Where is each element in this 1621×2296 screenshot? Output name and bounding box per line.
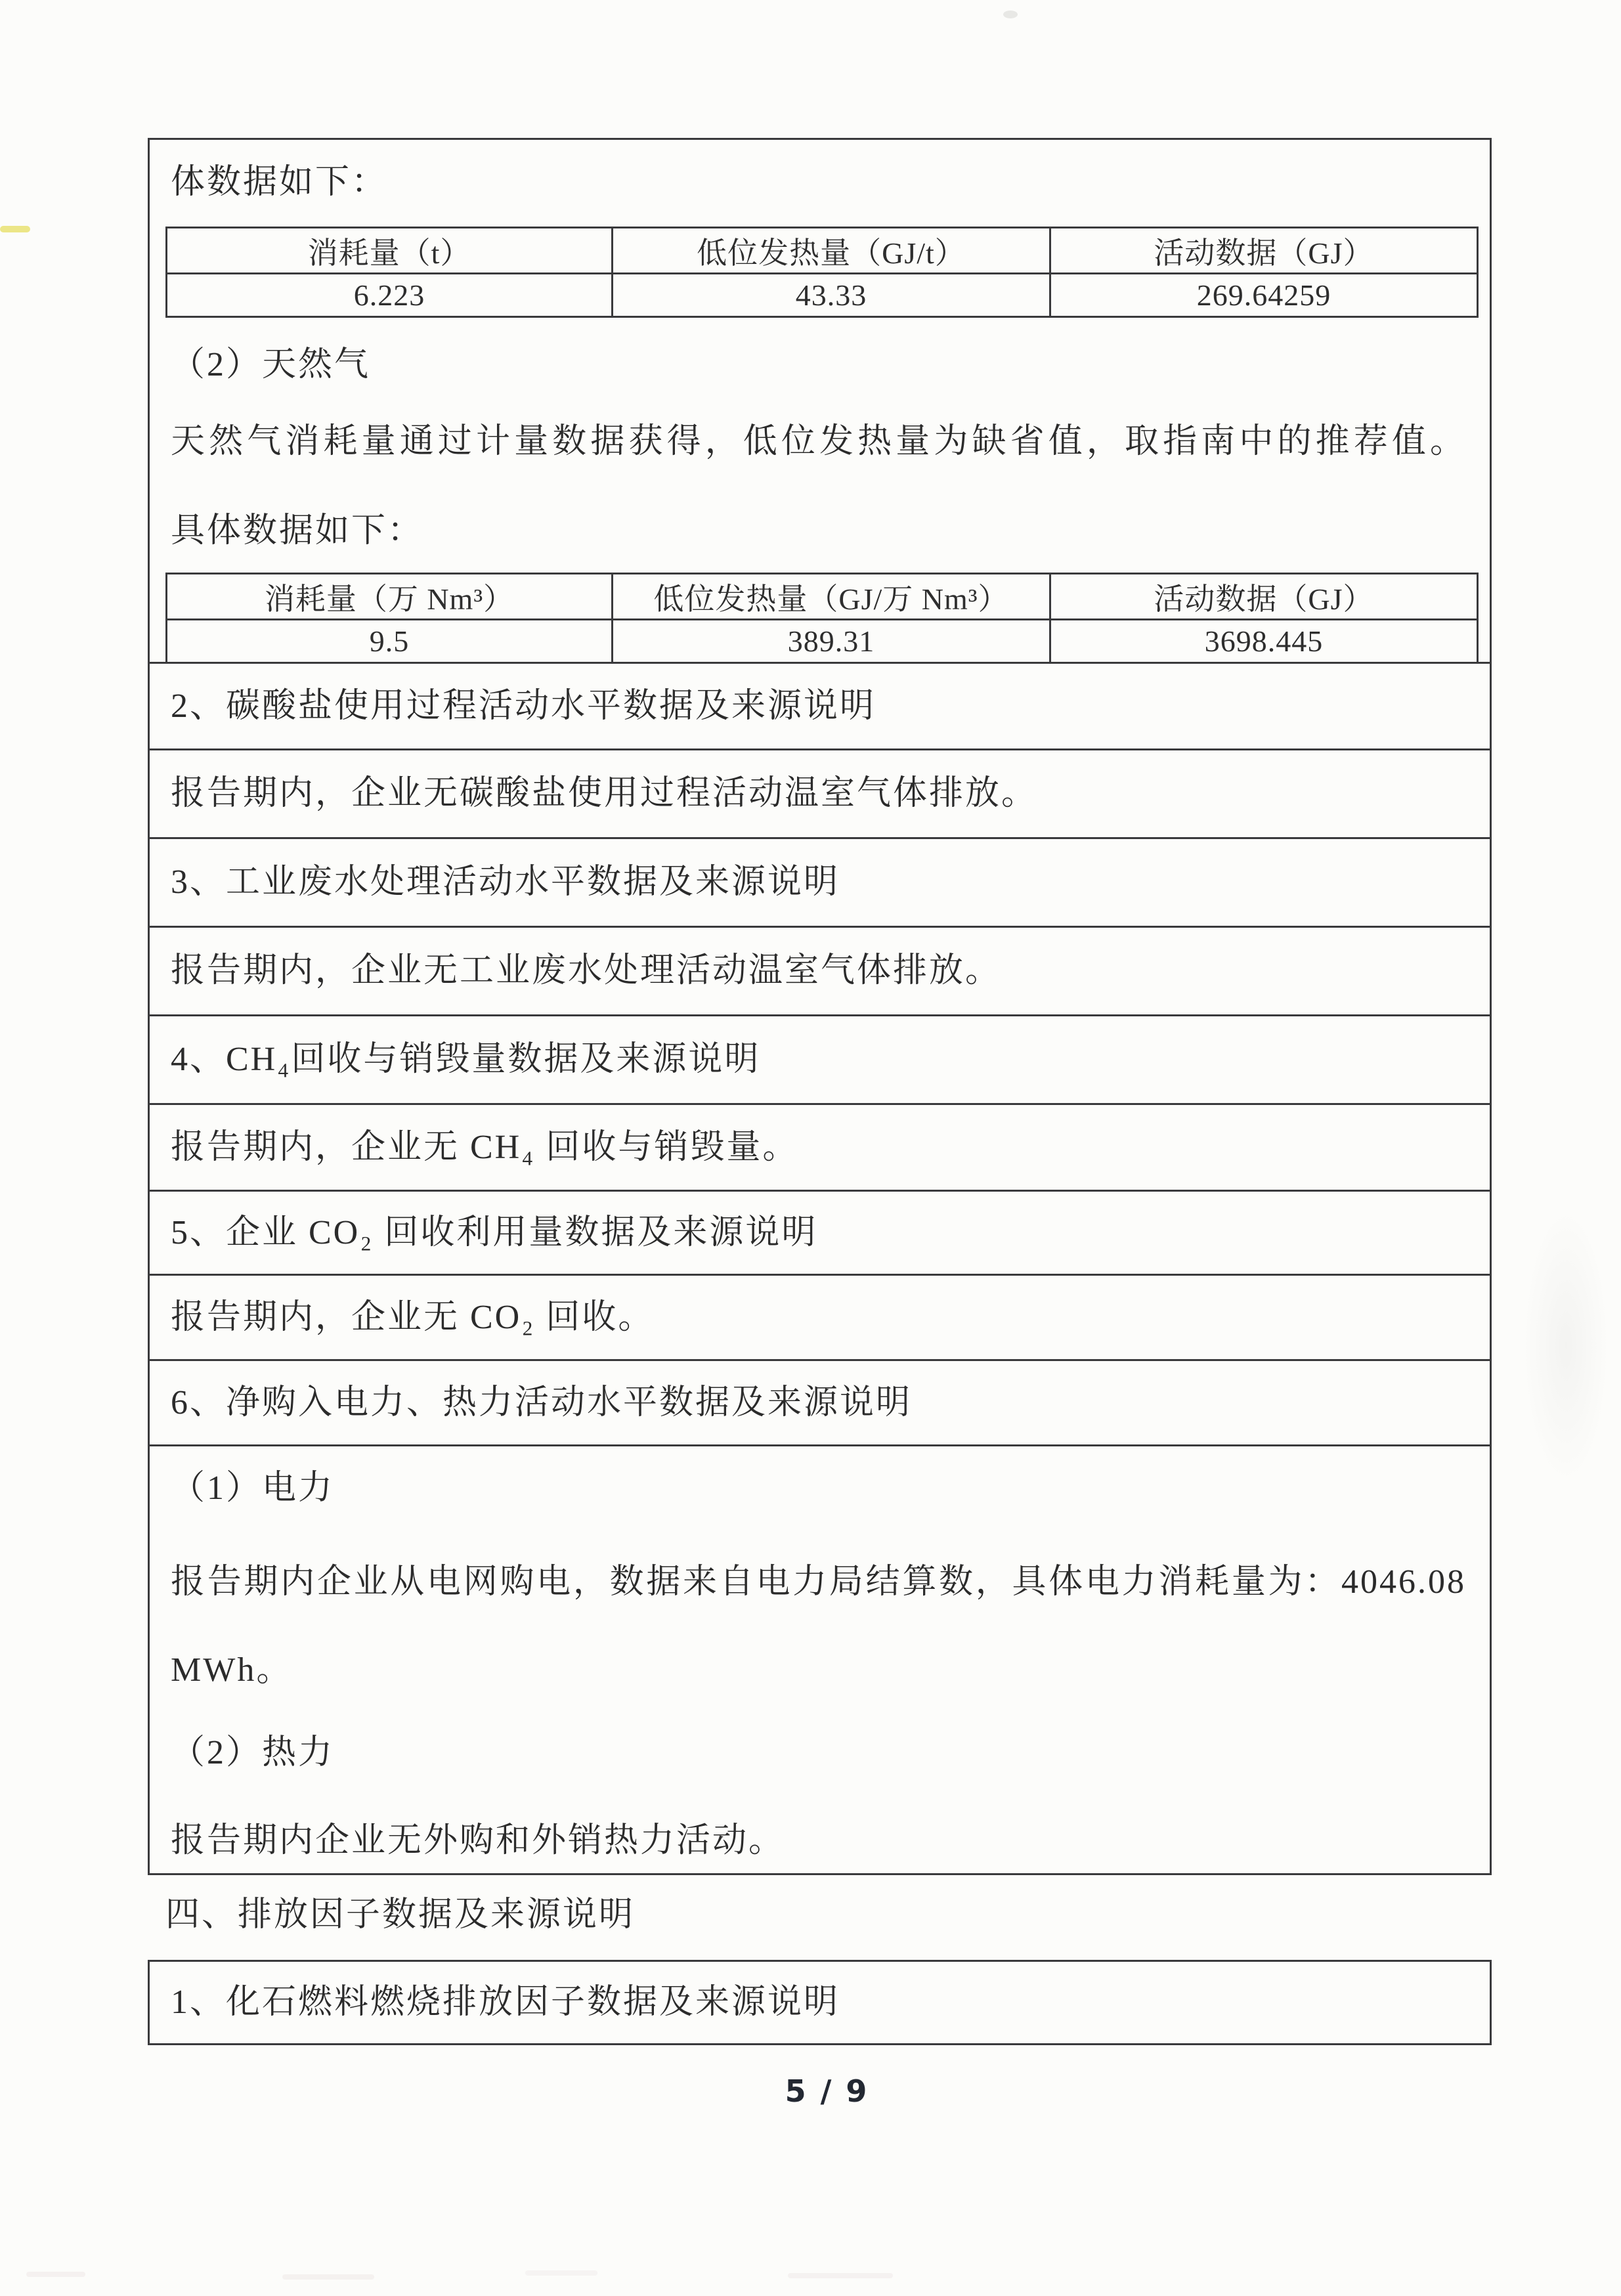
column-header-heating-value: 低位发热量（GJ/t） <box>612 228 1050 274</box>
section-heading-purchased-energy <box>150 1361 1490 1446</box>
cell-consumption-value: 6.223 <box>167 274 613 317</box>
natural-gas-paragraph: 天然气消耗量通过计量数据获得，低位发热量为缺省值，取指南中的推荐值。 <box>171 423 1466 460</box>
table-header-row <box>167 228 1478 274</box>
scan-artifact-right-smudge <box>1523 1208 1609 1484</box>
statement-label: 报告期内，企业无 CO₂ 回收。 <box>171 1298 655 1336</box>
heading-label: 5、企业 CO₂ 回收利用量数据及来源说明 <box>171 1213 818 1251</box>
natural-gas-subtitle: （2）天然气 <box>171 346 371 383</box>
section-heading-ch4-recovery <box>150 1016 1490 1105</box>
statement-co2-recovery <box>150 1276 1490 1361</box>
table-data-row <box>167 274 1478 317</box>
intro-text: 体数据如下： <box>171 163 388 201</box>
heat-paragraph: 报告期内企业无外购和外销热力活动。 <box>171 1822 785 1859</box>
activity-data-table <box>148 138 1492 1875</box>
column-header-activity-data: 活动数据（GJ） <box>1050 574 1477 620</box>
table-data-row <box>167 620 1478 663</box>
power-heat-section-row <box>150 1446 1490 1873</box>
scan-artifact-top-speck <box>1003 11 1018 18</box>
cell-activity-data-value: 3698.445 <box>1050 620 1477 663</box>
heading-label: 6、净购入电力、热力活动水平数据及来源说明 <box>171 1383 913 1421</box>
statement-label: 报告期内，企业无 CH₄ 回收与销毁量。 <box>171 1128 799 1166</box>
cell-activity-data-value: 269.64259 <box>1050 274 1477 317</box>
column-header-heating-value: 低位发热量（GJ/万 Nm³） <box>612 574 1050 620</box>
scan-artifact-bottom-speck <box>788 2273 893 2278</box>
cell-heating-value: 43.33 <box>612 274 1050 317</box>
electricity-subtitle: （1）电力 <box>171 1469 335 1507</box>
column-header-consumption: 消耗量（万 Nm³） <box>167 574 613 620</box>
statement-carbonate <box>150 750 1490 839</box>
statement-wastewater <box>150 928 1490 1016</box>
statement-ch4-recovery <box>150 1105 1490 1192</box>
electricity-paragraph: 报告期内企业从电网购电，数据来自电力局结算数，具体电力消耗量为：4046.08 <box>171 1563 1466 1601</box>
scan-artifact-bottom-speck <box>525 2270 597 2276</box>
cell-consumption-value: 9.5 <box>167 620 613 663</box>
section4-heading: 四、排放因子数据及来源说明 <box>165 1896 636 1934</box>
section-heading-co2-recovery <box>150 1192 1490 1276</box>
statement-label: 报告期内，企业无工业废水处理活动温室气体排放。 <box>171 952 1002 989</box>
heat-subtitle: （2）热力 <box>171 1734 335 1771</box>
page-number: 5 / 9 <box>785 2073 869 2109</box>
heading-label: 2、碳酸盐使用过程活动水平数据及来源说明 <box>171 687 876 725</box>
scan-artifact-bottom-speck <box>282 2274 374 2280</box>
statement-label: 报告期内，企业无碳酸盐使用过程活动温室气体排放。 <box>171 775 1038 812</box>
heading-label: 3、工业废水处理活动水平数据及来源说明 <box>171 863 840 901</box>
table-header-row <box>167 574 1478 620</box>
electricity-paragraph-continuation: MWh。 <box>171 1651 293 1689</box>
scan-artifact-bottom-speck <box>26 2272 85 2277</box>
section-heading-carbonate <box>150 664 1490 750</box>
section-heading-wastewater <box>150 839 1490 928</box>
natural-gas-data-table <box>165 573 1479 664</box>
column-header-consumption: 消耗量（t） <box>167 228 613 274</box>
scan-artifact-yellow-streak <box>0 226 30 232</box>
gas-data-intro-text: 具体数据如下： <box>171 512 424 550</box>
cell-heating-value: 389.31 <box>612 620 1050 663</box>
emission-factor-table <box>148 1960 1492 2045</box>
fuel-data-section-row <box>150 140 1490 664</box>
factor-row-heading: 1、化石燃料燃烧排放因子数据及来源说明 <box>171 1983 840 2021</box>
heading-label: 4、CH₄回收与销毁量数据及来源说明 <box>171 1041 761 1078</box>
column-header-activity-data: 活动数据（GJ） <box>1050 228 1477 274</box>
diesel-data-table <box>165 227 1479 318</box>
